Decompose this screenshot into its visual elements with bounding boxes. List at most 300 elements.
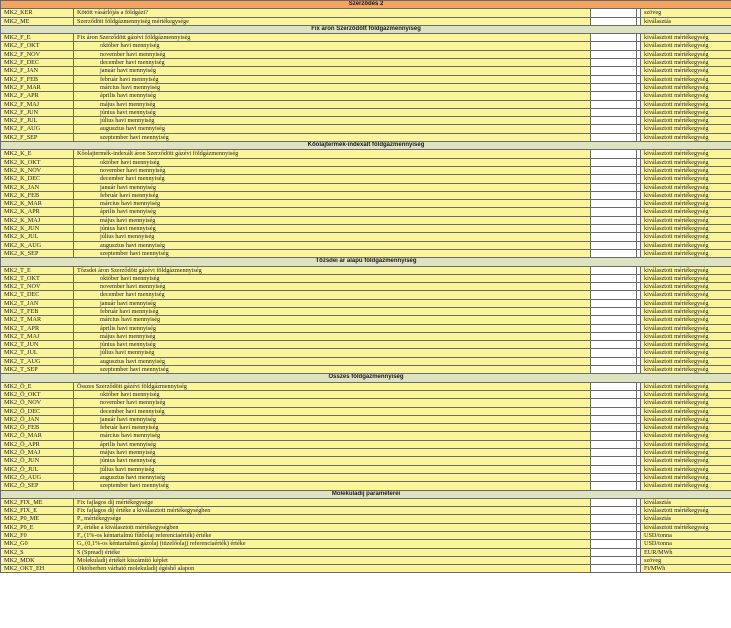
row-code: MK2_K_JUN [1, 225, 74, 233]
table-row [1, 200, 731, 208]
table-row [1, 307, 731, 315]
row-code: MK2_P0_ME [1, 515, 74, 523]
value-input-cell[interactable] [591, 523, 637, 531]
row-description: február havi mennyiség [74, 424, 591, 432]
row-code: MK2_T_APR [1, 324, 74, 332]
row-description: Összes Szerződött gázévi földgázmennyiség [74, 382, 591, 390]
table-row [1, 432, 731, 440]
value-input-cell[interactable] [591, 108, 637, 116]
row-description: július havi mennyiség [74, 349, 591, 357]
row-description: június havi mennyiség [74, 341, 591, 349]
row-unit: kiválasztott mértékegység [641, 241, 731, 249]
row-unit: kiválasztott mértékegység [641, 67, 731, 75]
row-code: MK2_K_SEP [1, 249, 74, 257]
value-input-cell[interactable] [591, 341, 637, 349]
row-code: MK2_K_FEB [1, 191, 74, 199]
value-input-cell[interactable] [591, 216, 637, 224]
row-description: Kötött vásárlójás a földgázt? [74, 9, 591, 17]
value-input-cell[interactable] [591, 507, 637, 515]
table-row [1, 100, 731, 108]
row-code: MK2_Ö_APR [1, 440, 74, 448]
value-input-cell[interactable] [591, 299, 637, 307]
row-unit: kiválasztott mértékegység [641, 307, 731, 315]
row-unit: szöveg [641, 9, 731, 17]
row-description: november havi mennyiség [74, 166, 591, 174]
value-input-cell[interactable] [591, 457, 637, 465]
table-row [1, 424, 731, 432]
row-unit: kiválasztott mértékegység [641, 125, 731, 133]
row-unit: kiválasztott mértékegység [641, 382, 731, 390]
value-input-cell[interactable] [591, 67, 637, 75]
row-description: január havi mennyiség [74, 415, 591, 423]
row-description: március havi mennyiség [74, 432, 591, 440]
row-unit: kiválasztott mértékegység [641, 75, 731, 83]
value-input-cell[interactable] [591, 415, 637, 423]
table-row [1, 540, 731, 548]
value-input-cell[interactable] [591, 75, 637, 83]
table-row [1, 266, 731, 274]
row-code: MK2_F_NOV [1, 50, 74, 58]
table-row [1, 498, 731, 506]
row-code: MK2_K_NOV [1, 166, 74, 174]
row-unit: kiválasztott mértékegység [641, 432, 731, 440]
value-input-cell[interactable] [591, 482, 637, 490]
table-row [1, 208, 731, 216]
value-input-cell[interactable] [591, 34, 637, 42]
value-input-cell[interactable] [591, 324, 637, 332]
value-input-cell[interactable] [591, 133, 637, 141]
value-input-cell[interactable] [591, 424, 637, 432]
row-code: MK2_OKT_EH [1, 565, 74, 573]
value-input-cell[interactable] [591, 565, 637, 573]
row-description: március havi mennyiség [74, 83, 591, 91]
table-row [1, 92, 731, 100]
value-input-cell[interactable] [591, 191, 637, 199]
row-description: augusztus havi mennyiség [74, 241, 591, 249]
row-description: július havi mennyiség [74, 117, 591, 125]
row-unit: kiválasztott mértékegység [641, 457, 731, 465]
row-unit: kiválasztás [641, 17, 731, 25]
row-code: MK2_F_JAN [1, 67, 74, 75]
row-unit: szöveg [641, 556, 731, 564]
table-row [1, 42, 731, 50]
row-code: MK2_Ö_NOV [1, 399, 74, 407]
row-code: MK2_Ö_JUN [1, 457, 74, 465]
row-unit: kiválasztott mértékegység [641, 183, 731, 191]
value-input-cell[interactable] [591, 50, 637, 58]
row-description: szeptember havi mennyiség [74, 366, 591, 374]
row-description: július havi mennyiség [74, 465, 591, 473]
row-description: április havi mennyiség [74, 92, 591, 100]
row-code: MK2_K_DEC [1, 175, 74, 183]
table-row [1, 515, 731, 523]
section-title: Kőolajtermék-indexált földgázmennyiség [1, 142, 731, 150]
value-input-cell[interactable] [591, 540, 637, 548]
row-code: MK2_K_APR [1, 208, 74, 216]
row-description: október havi mennyiség [74, 158, 591, 166]
value-input-cell[interactable] [591, 150, 637, 158]
row-unit: kiválasztott mértékegység [641, 390, 731, 398]
row-unit: kiválasztás [641, 498, 731, 506]
row-description: február havi mennyiség [74, 75, 591, 83]
row-unit: EUR/MWh [641, 548, 731, 556]
row-unit: kiválasztott mértékegység [641, 341, 731, 349]
row-unit: kiválasztott mértékegység [641, 225, 731, 233]
row-description: Fix fajlagos díj értéke a kiválasztott mértékegységben [74, 507, 591, 515]
table-row [1, 108, 731, 116]
value-input-cell[interactable] [591, 440, 637, 448]
row-unit: kiválasztott mértékegység [641, 59, 731, 67]
row-code: MK2_KER [1, 9, 74, 17]
value-input-cell[interactable] [591, 125, 637, 133]
row-description: január havi mennyiség [74, 299, 591, 307]
row-description: október havi mennyiség [74, 390, 591, 398]
table-row [1, 366, 731, 374]
row-unit: kiválasztott mértékegység [641, 233, 731, 241]
value-input-cell[interactable] [591, 200, 637, 208]
table-row [1, 556, 731, 564]
value-input-cell[interactable] [591, 17, 637, 25]
table-row [1, 225, 731, 233]
value-input-cell[interactable] [591, 548, 637, 556]
table-row [1, 507, 731, 515]
row-code: MK2_Ö_E [1, 382, 74, 390]
section-title: Tőzsdei ár alapú földgázmennyiség [1, 258, 731, 266]
row-description: június havi mennyiség [74, 225, 591, 233]
table-row [1, 191, 731, 199]
row-code: MK2_K_MAR [1, 200, 74, 208]
table-row [1, 9, 731, 17]
row-description: november havi mennyiség [74, 399, 591, 407]
row-unit: kiválasztott mértékegység [641, 407, 731, 415]
row-code: MK2_T_NOV [1, 283, 74, 291]
row-unit: kiválasztott mértékegység [641, 415, 731, 423]
value-input-cell[interactable] [591, 498, 637, 506]
row-description: április havi mennyiség [74, 208, 591, 216]
value-input-cell[interactable] [591, 449, 637, 457]
value-input-cell[interactable] [591, 357, 637, 365]
value-input-cell[interactable] [591, 382, 637, 390]
row-unit: kiválasztott mértékegység [641, 473, 731, 481]
row-code: MK2_F_OKT [1, 42, 74, 50]
row-unit: kiválasztás [641, 515, 731, 523]
value-input-cell[interactable] [591, 183, 637, 191]
row-code: MK2_T_SEP [1, 366, 74, 374]
value-input-cell[interactable] [591, 42, 637, 50]
value-input-cell[interactable] [591, 274, 637, 282]
row-code: MK2_F_DEC [1, 59, 74, 67]
row-unit: kiválasztott mértékegység [641, 92, 731, 100]
table-row [1, 283, 731, 291]
value-input-cell[interactable] [591, 390, 637, 398]
row-description: május havi mennyiség [74, 216, 591, 224]
section-header-row [1, 142, 731, 150]
value-input-cell[interactable] [591, 515, 637, 523]
row-code: MK2_F_APR [1, 92, 74, 100]
row-unit: kiválasztott mértékegység [641, 117, 731, 125]
row-unit: kiválasztott mértékegység [641, 150, 731, 158]
row-unit: kiválasztott mértékegység [641, 50, 731, 58]
row-code: MK2_F_JUN [1, 108, 74, 116]
value-input-cell[interactable] [591, 332, 637, 340]
row-code: MK2_T_AUG [1, 357, 74, 365]
table-row [1, 415, 731, 423]
row-code: MK2_K_JUL [1, 233, 74, 241]
section-title: Összes földgázmennyiség [1, 374, 731, 382]
value-input-cell[interactable] [591, 158, 637, 166]
table-row [1, 565, 731, 573]
row-code: MK2_Ö_JUL [1, 465, 74, 473]
row-description: október havi mennyiség [74, 274, 591, 282]
row-description: szeptember havi mennyiség [74, 482, 591, 490]
value-input-cell[interactable] [591, 465, 637, 473]
row-code: MK2_K_E [1, 150, 74, 158]
row-code: MK2_F_MAJ [1, 100, 74, 108]
section-title: Molekuladíj paraméterei [1, 490, 731, 498]
row-code: MK2_F_JUL [1, 117, 74, 125]
table-row [1, 349, 731, 357]
section-header-row [1, 258, 731, 266]
table-row [1, 34, 731, 42]
row-unit: kiválasztott mértékegység [641, 291, 731, 299]
row-unit: kiválasztott mértékegység [641, 507, 731, 515]
row-unit: kiválasztott mértékegység [641, 208, 731, 216]
row-code: MK2_F_SEP [1, 133, 74, 141]
table-row [1, 382, 731, 390]
row-code: MK2_T_JUL [1, 349, 74, 357]
table-row [1, 532, 731, 540]
section-title: Fix áron Szerződött földgázmennyiség [1, 25, 731, 33]
row-code: MK2_G0 [1, 540, 74, 548]
row-unit: kiválasztott mértékegység [641, 266, 731, 274]
value-input-cell[interactable] [591, 249, 637, 257]
row-unit: kiválasztott mértékegység [641, 332, 731, 340]
row-description: G₀ (0,1%-os kéntartalmú gázolaj (tüzelőolaj) referenciaérték) értéke [74, 540, 591, 548]
value-input-cell[interactable] [591, 349, 637, 357]
row-unit: kiválasztott mértékegység [641, 249, 731, 257]
row-description: július havi mennyiség [74, 233, 591, 241]
row-unit: kiválasztott mértékegység [641, 100, 731, 108]
row-unit: kiválasztott mértékegység [641, 523, 731, 531]
table-row [1, 158, 731, 166]
row-code: MK2_F_AUG [1, 125, 74, 133]
section-header-row [1, 490, 731, 498]
value-input-cell[interactable] [591, 266, 637, 274]
row-description: október havi mennyiség [74, 42, 591, 50]
row-unit: kiválasztott mértékegység [641, 366, 731, 374]
value-input-cell[interactable] [591, 532, 637, 540]
table-row [1, 299, 731, 307]
row-unit: kiválasztott mértékegység [641, 216, 731, 224]
table-row [1, 249, 731, 257]
row-description: szeptember havi mennyiség [74, 249, 591, 257]
row-description: január havi mennyiség [74, 183, 591, 191]
row-code: MK2_K_AUG [1, 241, 74, 249]
row-description: november havi mennyiség [74, 283, 591, 291]
row-description: december havi mennyiség [74, 407, 591, 415]
row-code: MK2_FIX_ME [1, 498, 74, 506]
table-row [1, 59, 731, 67]
table-row [1, 457, 731, 465]
value-input-cell[interactable] [591, 9, 637, 17]
table-row [1, 332, 731, 340]
value-input-cell[interactable] [591, 366, 637, 374]
row-description: május havi mennyiség [74, 449, 591, 457]
value-input-cell[interactable] [591, 225, 637, 233]
value-input-cell[interactable] [591, 556, 637, 564]
value-input-cell[interactable] [591, 241, 637, 249]
row-description: február havi mennyiség [74, 307, 591, 315]
value-input-cell[interactable] [591, 291, 637, 299]
row-unit: USD/tonna [641, 532, 731, 540]
row-description: Fix fajlagos díj mértékegysége [74, 498, 591, 506]
table-row [1, 233, 731, 241]
table-row [1, 399, 731, 407]
row-code: MK2_T_FEB [1, 307, 74, 315]
row-unit: kiválasztott mértékegység [641, 283, 731, 291]
value-input-cell[interactable] [591, 92, 637, 100]
table-row [1, 274, 731, 282]
table-row [1, 316, 731, 324]
section-header-row [1, 25, 731, 33]
value-input-cell[interactable] [591, 283, 637, 291]
value-input-cell[interactable] [591, 432, 637, 440]
row-code: MK2_Ö_SEP [1, 482, 74, 490]
row-unit: kiválasztott mértékegység [641, 316, 731, 324]
value-input-cell[interactable] [591, 233, 637, 241]
row-description: május havi mennyiség [74, 332, 591, 340]
row-code: MK2_F0 [1, 532, 74, 540]
table-row [1, 407, 731, 415]
value-input-cell[interactable] [591, 208, 637, 216]
row-code: MK2_F_MAR [1, 83, 74, 91]
value-input-cell[interactable] [591, 399, 637, 407]
value-input-cell[interactable] [591, 166, 637, 174]
row-unit: kiválasztott mértékegység [641, 191, 731, 199]
row-unit: kiválasztott mértékegység [641, 324, 731, 332]
value-input-cell[interactable] [591, 83, 637, 91]
table-row [1, 166, 731, 174]
table-row [1, 465, 731, 473]
row-description: április havi mennyiség [74, 440, 591, 448]
table-row [1, 341, 731, 349]
row-code: MK2_Ö_FEB [1, 424, 74, 432]
row-description: F₀ (1%-os kéntartalmú fűtőolaj referenciaérték) értéke [74, 532, 591, 540]
table-row [1, 183, 731, 191]
row-unit: kiválasztott mértékegység [641, 133, 731, 141]
table-row [1, 548, 731, 556]
row-unit: kiválasztott mértékegység [641, 299, 731, 307]
table-title-row [1, 1, 731, 9]
row-description: november havi mennyiség [74, 50, 591, 58]
row-code: MK2_MDK [1, 556, 74, 564]
row-description: augusztus havi mennyiség [74, 357, 591, 365]
table-row [1, 449, 731, 457]
value-input-cell[interactable] [591, 175, 637, 183]
row-unit: kiválasztott mértékegység [641, 424, 731, 432]
row-unit: kiválasztott mértékegység [641, 200, 731, 208]
value-input-cell[interactable] [591, 316, 637, 324]
row-code: MK2_T_E [1, 266, 74, 274]
row-unit: kiválasztott mértékegység [641, 482, 731, 490]
row-code: MK2_K_MAJ [1, 216, 74, 224]
row-code: MK2_Ö_OKT [1, 390, 74, 398]
row-description: december havi mennyiség [74, 175, 591, 183]
row-code: MK2_F_FEB [1, 75, 74, 83]
row-description: április havi mennyiség [74, 324, 591, 332]
row-unit: kiválasztott mértékegység [641, 166, 731, 174]
row-unit: kiválasztott mértékegység [641, 449, 731, 457]
value-input-cell[interactable] [591, 473, 637, 481]
row-description: P₀ mértékegysége [74, 515, 591, 523]
row-description: augusztus havi mennyiség [74, 125, 591, 133]
row-description: Kőolajtermék-indexált áron Szerződött gázévi földgázmennyiség [74, 150, 591, 158]
row-unit: kiválasztott mértékegység [641, 83, 731, 91]
row-description: P₀ értéke a kiválasztott mértékegységben [74, 523, 591, 531]
table-row [1, 50, 731, 58]
row-code: MK2_T_DEC [1, 291, 74, 299]
table-row [1, 175, 731, 183]
table-row [1, 150, 731, 158]
table-row [1, 125, 731, 133]
row-description: augusztus havi mennyiség [74, 473, 591, 481]
value-input-cell[interactable] [591, 407, 637, 415]
table-row [1, 324, 731, 332]
table-row [1, 473, 731, 481]
row-description: február havi mennyiség [74, 191, 591, 199]
row-unit: kiválasztott mértékegység [641, 175, 731, 183]
row-code: MK2_S [1, 548, 74, 556]
value-input-cell[interactable] [591, 100, 637, 108]
row-description: december havi mennyiség [74, 59, 591, 67]
value-input-cell[interactable] [591, 59, 637, 67]
row-code: MK2_Ö_MAR [1, 432, 74, 440]
row-unit: kiválasztott mértékegység [641, 158, 731, 166]
table-title: Szerződés 2 [1, 1, 731, 9]
row-code: MK2_T_MAR [1, 316, 74, 324]
row-code: MK2_Ö_DEC [1, 407, 74, 415]
row-description: május havi mennyiség [74, 100, 591, 108]
row-unit: kiválasztott mértékegység [641, 108, 731, 116]
row-unit: kiválasztott mértékegység [641, 399, 731, 407]
row-description: június havi mennyiség [74, 108, 591, 116]
table-row [1, 83, 731, 91]
table-row [1, 291, 731, 299]
row-code: MK2_T_OKT [1, 274, 74, 282]
section-header-row [1, 374, 731, 382]
table-row [1, 133, 731, 141]
row-code: MK2_ME [1, 17, 74, 25]
row-code: MK2_T_JUN [1, 341, 74, 349]
row-unit: kiválasztott mértékegység [641, 357, 731, 365]
row-unit: kiválasztott mértékegység [641, 440, 731, 448]
value-input-cell[interactable] [591, 117, 637, 125]
value-input-cell[interactable] [591, 307, 637, 315]
table-row [1, 117, 731, 125]
row-description: március havi mennyiség [74, 316, 591, 324]
table-row [1, 67, 731, 75]
table-row [1, 357, 731, 365]
row-description: június havi mennyiség [74, 457, 591, 465]
row-description: S (Spread) értéke [74, 548, 591, 556]
row-unit: kiválasztott mértékegység [641, 465, 731, 473]
row-unit: USD/tonna [641, 540, 731, 548]
row-code: MK2_FIX_E [1, 507, 74, 515]
row-code: MK2_P0_E [1, 523, 74, 531]
table-row [1, 241, 731, 249]
row-description: január havi mennyiség [74, 67, 591, 75]
table-row [1, 17, 731, 25]
